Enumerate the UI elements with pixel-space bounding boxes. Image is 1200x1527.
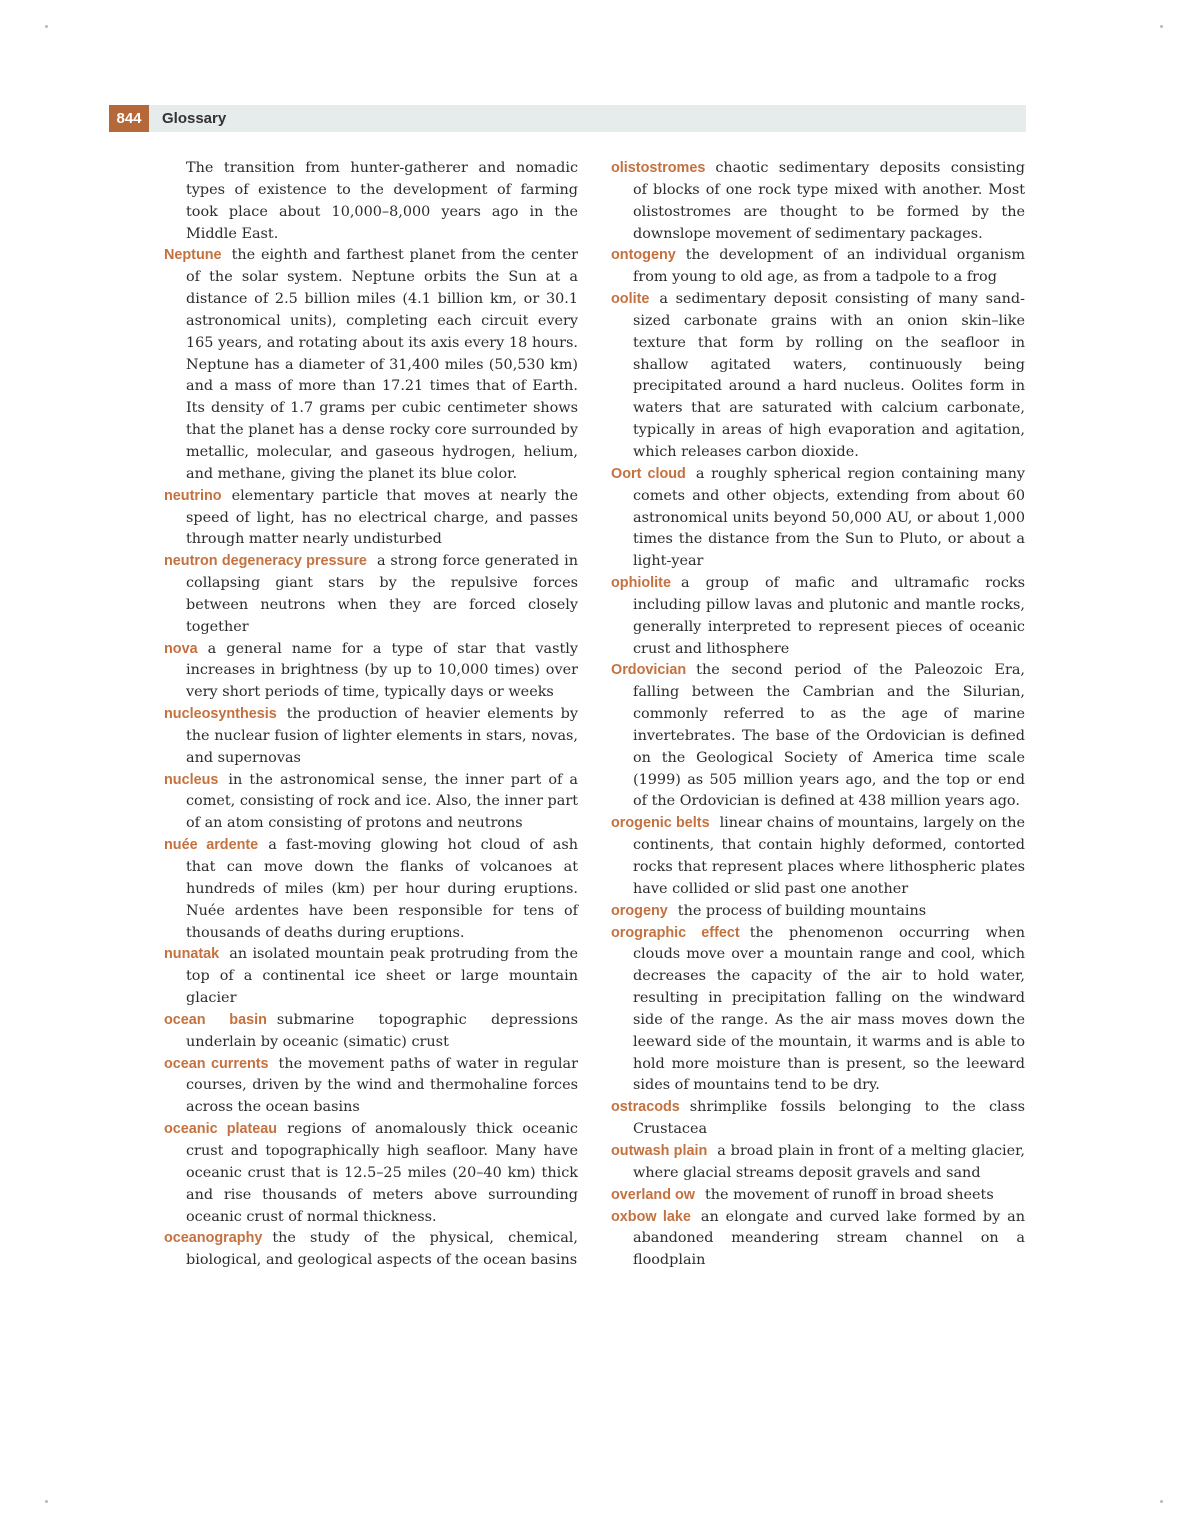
glossary-term: nova xyxy=(164,640,198,657)
glossary-term: neutron degeneracy pressure xyxy=(164,553,367,570)
glossary-entry-list xyxy=(611,158,1025,1272)
glossary-definition: the process of building mountains xyxy=(677,902,927,919)
glossary-term: ostracods xyxy=(611,1099,680,1116)
running-head-title: Glossary xyxy=(162,110,227,127)
glossary-term: orogenic belts xyxy=(611,815,710,832)
glossary-entry xyxy=(611,573,1025,660)
glossary-term: oxbow lake xyxy=(611,1208,691,1225)
glossary-term: ophiolite xyxy=(611,575,671,592)
glossary-term: oceanography xyxy=(164,1230,263,1247)
glossary-entry xyxy=(611,1185,1025,1207)
glossary-definition: a general name for a type of star that vastly increases in brightness (by up to 10,000 times) over very short periods of time, typically days or weeks xyxy=(186,640,578,701)
glossary-term: outwash plain xyxy=(611,1142,708,1159)
glossary-definition: a fast-moving glowing hot cloud of ash that can move down the flanks of volcanoes at hundreds of miles (km) per hour during eruptions. Nuée ardentes have been responsible for tens of thousands of deaths during eruptions. xyxy=(186,837,578,941)
glossary-definition: submarine topographic depressions underlain by oceanic (simatic) crust xyxy=(186,1011,578,1050)
glossary-definition: the movement of runoff in broad sheets xyxy=(704,1186,994,1203)
glossary-definition: a sedimentary deposit consisting of many sand-sized carbonate grains with an onion skin–like texture that form by rolling on the seafloor in shallow agitated waters, continuously being precipitated around a hard nucleus. Oolites form in waters that are saturated with calcium carbonate, typically in areas of high evaporation and agitation, which releases carbon dioxide. xyxy=(633,291,1025,460)
glossary-entry xyxy=(164,770,578,836)
glossary-definition: elementary particle that moves at nearly the speed of light, has no electrical charge, and passes through matter nearly undisturbed xyxy=(186,487,578,548)
glossary-term: neutrino xyxy=(164,487,222,504)
glossary-entry xyxy=(164,944,578,1010)
glossary-term: overland ow xyxy=(611,1186,695,1203)
running-header xyxy=(109,105,1026,132)
glossary-definition: the eighth and farthest planet from the center of the solar system. Neptune orbits the Sun at a distance of 2.5 billion miles (4.1 billion km, or 30.1 astronomical units), completing each circuit every 165 years, and rotating about its axis every 18 hours. Neptune has a diameter of 31,400 miles (50,530 km) and a mass of more than 17.21 times that of Earth. Its density of 1.7 grams per cubic centimeter shows that the planet has a dense rocky core surrounded by metallic, molecular, and gaseous hydrogen, helium, and methane, giving the planet its blue color. xyxy=(186,247,578,482)
glossary-entry xyxy=(611,901,1025,923)
glossary-term: oolite xyxy=(611,291,650,308)
crop-mark xyxy=(1160,1500,1163,1503)
crop-mark xyxy=(45,25,48,28)
glossary-definition: an elongate and curved lake formed by an abandoned meandering stream channel on a floodplain xyxy=(633,1208,1025,1269)
glossary-entry xyxy=(164,704,578,770)
glossary-term: orographic effect xyxy=(611,924,740,941)
glossary-entry xyxy=(611,923,1025,1098)
glossary-entry xyxy=(611,1097,1025,1141)
glossary-term: oceanic plateau xyxy=(164,1121,278,1138)
glossary-entry xyxy=(611,289,1025,464)
glossary-entry xyxy=(164,639,578,705)
glossary-definition: the development of an individual organism from young to old age, as from a tadpole to a frog xyxy=(633,247,1025,286)
glossary-entry xyxy=(611,464,1025,573)
glossary-definition: in the astronomical sense, the inner part of a comet, consisting of rock and ice. Also, the inner part of an atom consisting of protons and neutrons xyxy=(186,771,578,832)
glossary-entry xyxy=(164,551,578,638)
glossary-entry xyxy=(611,1207,1025,1273)
glossary-definition: a roughly spherical region containing many comets and other objects, extending from about 60 astronomical units beyond 50,000 AU, or about 1,000 times the distance from the Sun to Pluto, or about a light-year xyxy=(633,465,1026,570)
continued-definition: The transition from hunter-gatherer and nomadic types of existence to the development of farming took place about 10,000–8,000 years ago in the Middle East. xyxy=(186,160,578,242)
crop-mark xyxy=(1160,25,1163,28)
glossary-term: orogeny xyxy=(611,902,668,919)
glossary-entry xyxy=(611,813,1025,900)
glossary-term: Oort cloud xyxy=(611,465,686,482)
glossary-term: nunatak xyxy=(164,946,220,963)
glossary-term: olistostromes xyxy=(611,160,706,176)
glossary-entry xyxy=(164,1228,578,1272)
glossary-definition: an isolated mountain peak protruding from the top of a continental ice sheet or large mountain glacier xyxy=(186,946,578,1007)
glossary-term: nucleosynthesis xyxy=(164,706,277,723)
glossary-term: nuée ardente xyxy=(164,837,259,854)
glossary-term: ocean currents xyxy=(164,1055,269,1072)
glossary-entry xyxy=(611,660,1025,813)
glossary-definition: the movement paths of water in regular courses, driven by the wind and thermohaline forces across the ocean basins xyxy=(186,1055,578,1116)
glossary-entry xyxy=(164,1010,578,1054)
glossary-definition: a strong force generated in collapsing giant stars by the repulsive forces between neutrons when they are forced closely together xyxy=(186,553,578,635)
glossary-term: ontogeny xyxy=(611,247,676,264)
glossary-definition: the second period of the Paleozoic Era, falling between the Cambrian and the Silurian, commonly referred to as the age of marine invertebrates. The base of the Ordovician is defined on the Geological Society of America time scale (1999) as 505 million years ago, and the top or end of the Ordovician is defined at 438 million years ago. xyxy=(633,662,1025,810)
glossary-term: Ordovician xyxy=(611,662,687,679)
glossary-entry xyxy=(164,1119,578,1228)
glossary-definition: shrimplike fossils belonging to the class Crustacea xyxy=(633,1099,1025,1138)
glossary-entry xyxy=(611,1141,1025,1185)
glossary-definition: the production of heavier elements by the nuclear fusion of lighter elements in stars, novas, and supernovas xyxy=(186,706,578,766)
glossary-definition: regions of anomalously thick oceanic crust and topographically high seafloor. Many have oceanic crust that is 12.5–25 miles (20–40 km) thick and rise thousands of meters above surrounding oceanic crust of normal thickness. xyxy=(186,1121,578,1225)
glossary-term: nucleus xyxy=(164,771,219,788)
page-number: 844 xyxy=(109,105,149,132)
glossary-term: Neptune xyxy=(164,247,222,264)
left-column xyxy=(164,158,578,1272)
glossary-definition: the study of the physical, chemical, biological, and geological aspects of the ocean basins xyxy=(186,1230,578,1269)
glossary-entry xyxy=(611,245,1025,289)
glossary-definition: the phenomenon occurring when clouds move over a mountain range and cool, which decreases the capacity of the air to hold water, resulting in precipitation falling on the windward side of the range. As the air mass moves down the leeward side of the mountain, it warms and is able to hold more moisture than is present, so the leeward sides of mountains tend to be dry. xyxy=(633,924,1025,1094)
crop-mark xyxy=(45,1500,48,1503)
glossary-entry xyxy=(611,158,1025,245)
glossary-entry xyxy=(164,835,578,944)
glossary-term: ocean basin xyxy=(164,1011,267,1028)
glossary-entry xyxy=(164,245,578,485)
glossary-definition: linear chains of mountains, largely on the continents, that contain highly deformed, contorted rocks that represent places where lithospheric plates have collided or slid past one another xyxy=(633,815,1025,897)
glossary-entry xyxy=(164,486,578,552)
glossary-entry xyxy=(164,1054,578,1120)
glossary-definition: a broad plain in front of a melting glacier, where glacial streams deposit gravels and sand xyxy=(633,1142,1025,1181)
glossary-definition: a group of mafic and ultramafic rocks including pillow lavas and plutonic and mantle rocks, generally interpreted to represent pieces of oceanic crust and lithosphere xyxy=(633,575,1025,657)
right-column xyxy=(611,158,1025,1272)
glossary-definition: chaotic sedimentary deposits consisting of blocks of one rock type mixed with another. Most olistostromes are thought to be formed by the downslope movement of sedimentary packages. xyxy=(633,160,1025,242)
glossary-entry-list xyxy=(164,245,578,1272)
